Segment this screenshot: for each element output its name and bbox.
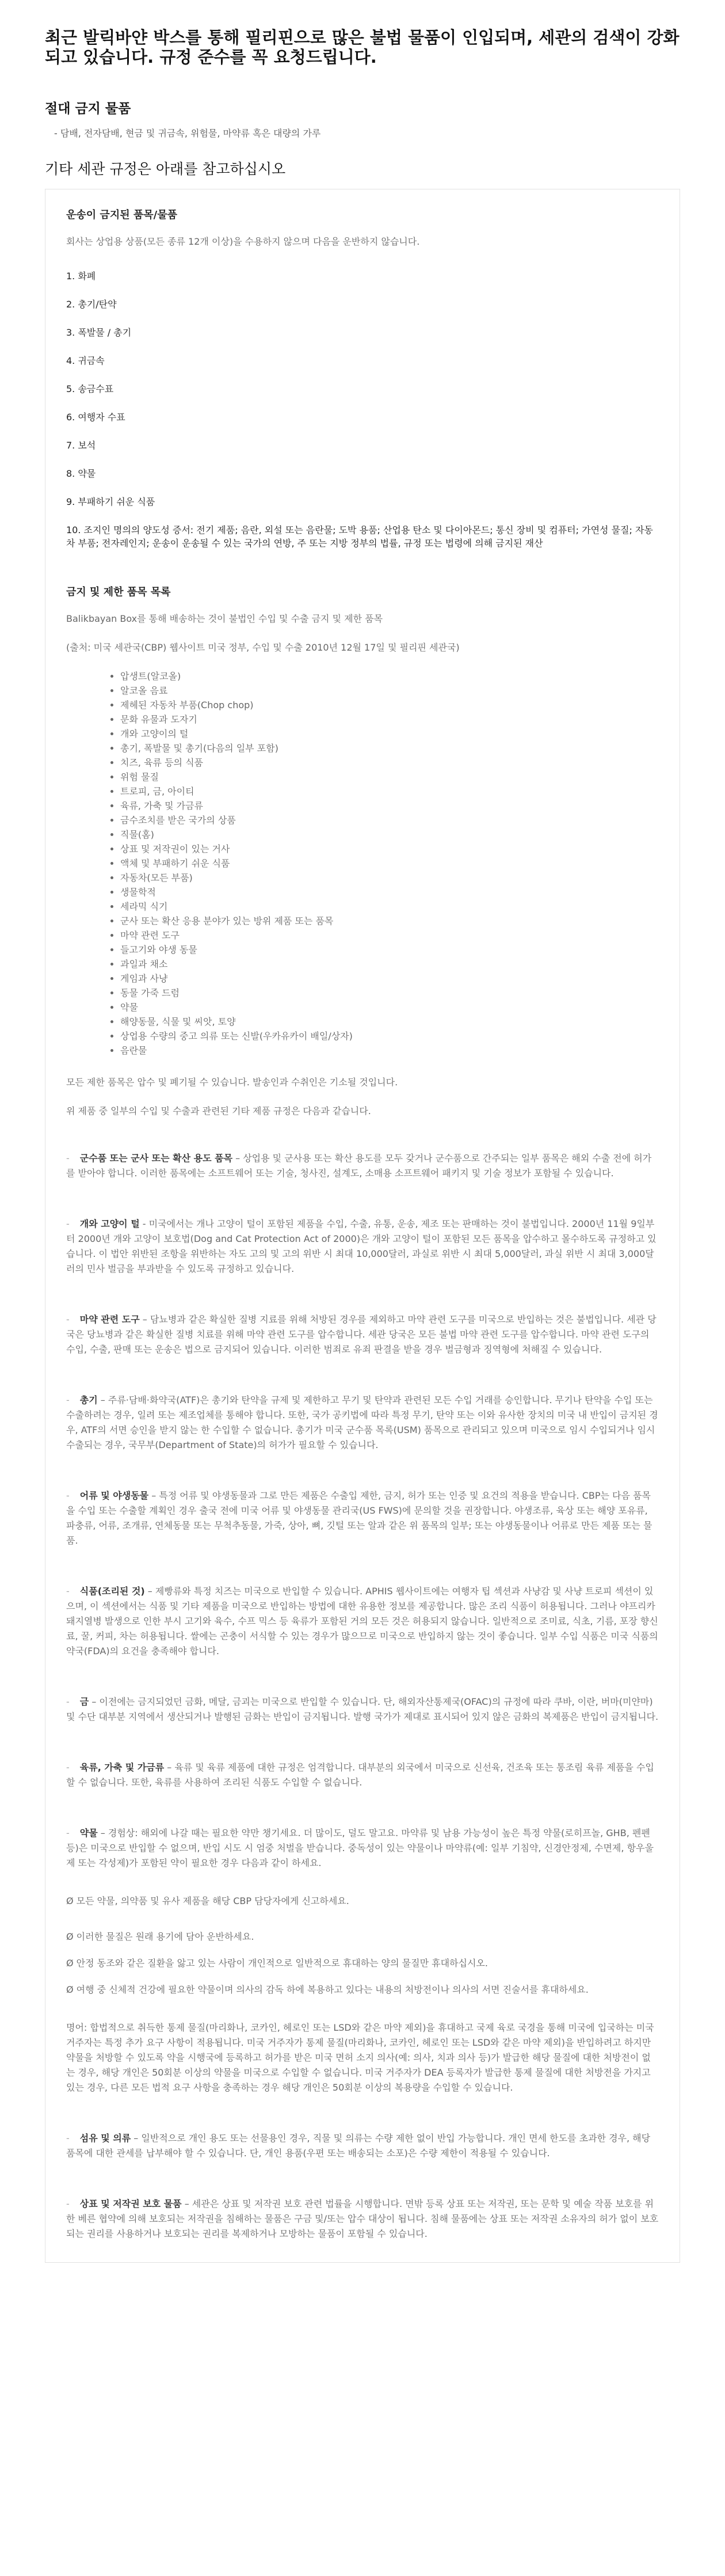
list-item: • 트로피, 금, 아이티	[120, 784, 659, 799]
restricted-list	[66, 669, 659, 1058]
customs-heading: 기타 세관 규정은 아래를 참고하십시오	[45, 161, 286, 177]
category-paragraph	[66, 1488, 659, 1548]
category-head: 식품(조리된 것)	[79, 1586, 145, 1597]
medication-note: Ø 이러한 물질은 원래 용기에 담아 운반하세요.	[66, 1931, 254, 1942]
absolute-ban-title: 절대 금지 물품	[45, 101, 131, 116]
category-paragraph	[66, 1826, 659, 1871]
list-item: • 액체 및 부패하기 쉬운 식품	[120, 856, 659, 871]
list-item: • 군사 또는 확산 응용 분야가 있는 방위 제품 또는 품목	[120, 914, 659, 928]
category-head: 섬유 및 의류	[79, 2133, 131, 2144]
category-paragraph	[66, 1694, 659, 1724]
category-paragraph	[66, 2131, 659, 2161]
import-section-title: 운송이 금지된 품목/물품	[66, 209, 177, 221]
category-text: – 특정 어류 및 야생동물과 그로 만든 제품은 수출입 제한, 금지, 허가 또는 인증 및 요건의 적용을 받습니다. CBP는 다음 품목을 수입 또는 수출할 계획인 경우 출국 전에 미국 어류 및 야생동물 관리국(US FWS)에 문의할 것을 권장합니다. 야생조류, 육상 또는 해양 포유류, 파충류, 어류, 조개류, 연체동물 또는 무척추동물, 가죽, 상아, 뼈, 깃털 또는 알과 같은 위 품목의 일부; 또는 야생동물이나 어류로 만든 제품 또는 물품.	[66, 1490, 652, 1546]
category-paragraph	[66, 1151, 659, 1181]
list-item: • 세라믹 식기	[120, 899, 659, 914]
category-head: 개와 고양이 털	[79, 1218, 140, 1229]
restricted-source: (출처: 미국 세관국(CBP) 웹사이트 미국 정부, 수입 및 수출 2010년 12월 17일 및 필리핀 세관국)	[66, 642, 460, 653]
list-item: • 문화 유물과 도자기	[120, 712, 659, 727]
category-text: – 상업용 및 군사용 또는 확산 용도를 모두 갖거나 군수품으로 간주되는 일부 품목은 해외 수출 전에 허가를 받아야 합니다. 이러한 품목에는 소프트웨어 또는 기술, 청사진, 설계도, 소매용 소프트웨어 패키지 및 기술 정보가 포함될 수 있습니다.	[66, 1153, 652, 1179]
category-text: - 미국에서는 개나 고양이 털이 포함된 제품을 수입, 수출, 유통, 운송, 제조 또는 판매하는 것이 불법입니다. 2000년 11월 9일부터 2000년 개와 고양이 보호법(Dog and Cat Protection Act of 2000)은 개와 고양이 털이 포함된 모든 품목을 압수하고 몰수하도록 규정하고 있습니다. 이 법안 위반된 조항을 위반하는 자도 고의 및 고의 위반 시 최대 10,000달러, 과실로 위반 시 최대 5,000달러, 과실 위반 시 최대 3,000달러의 민사 벌금을 부과받을 수 있도록 규정하고 있습니다.	[66, 1218, 657, 1274]
dash-marker: -	[66, 2133, 70, 2144]
list-item: • 들고기와 야생 동물	[120, 943, 659, 957]
category-text: – 제빵류와 특정 치즈는 미국으로 반입할 수 있습니다. APHIS 웹사이트에는 여행자 팁 섹션과 사냥감 및 사냥 트로피 섹션이 있으며, 이 섹션에서는 식품 및 기타 제품을 미국으로 반입하는 방법에 대한 유용한 정보를 제공합니다. 많은 조리 식품이 허용됩니다. 그러나 야프리카 돼지열병 발생으로 인한 부시 고기와 육수, 수프 믹스 등 육류가 포함된 거의 모든 것은 허용되지 않습니다. 일반적으로 조미료, 식초, 기름, 포장 향신료, 꿀, 커피, 차는 허용됩니다. 쌀에는 곤충이 서식할 수 있는 경우가 많으므로 미국으로 반입하지 않는 것이 좋습니다. 일부 수입 식품은 미국 식품의약국(FDA)의 요건을 충족해야 합니다.	[66, 1586, 658, 1656]
category-paragraph	[66, 1217, 659, 1276]
list-item: • 총기, 폭발물 및 총기(다음의 일부 포함)	[120, 741, 659, 755]
category-text: – 주류·담배·화약국(ATF)은 총기와 탄약을 규제 및 제한하고 무기 및 탄약과 관련된 모든 수입 거래를 승인합니다. 무기나 탄약을 수입 또는 수출하려는 경우, 일려 또는 제조업체를 통해야 합니다. 또한, 국가 공키법에 따라 특정 무기, 탄약 또는 이와 유사한 장치의 미국 내 반입이 금지된 경우, ATF의 서면 승인을 받지 않는 한 수입할 수 없습니다. 총기가 미국 군수품 목록(USM) 품목으로 관리되고 있으며 미국으로 임시 수입되거나 임시 수출되는 경우, 국무부(Department of State)의 허가가 필요할 수 있습니다.	[66, 1395, 658, 1450]
numbered-item: 5. 송금수표	[66, 383, 114, 394]
numbered-item: 9. 부패하기 쉬운 식품	[66, 496, 155, 507]
category-head: 어류 및 야생동물	[79, 1490, 149, 1501]
restricted-after-2: 위 제품 중 일부의 수입 및 수출과 관련된 기타 제품 규정은 다음과 같습니다.	[66, 1105, 371, 1116]
list-item: • 제헤된 자동차 부품(Chop chop)	[120, 698, 659, 712]
category-text: – 일반적으로 개인 용도 또는 선물용인 경우, 직물 및 의류는 수량 제한 없이 반입 가능합니다. 개인 면세 한도를 초과한 경우, 해당 품목에 대한 관세를 납부해야 할 수 있습니다. 단, 개인 용품(우편 또는 배송되는 소포)은 수량 제한이 적용될 수 있습니다.	[66, 2133, 651, 2159]
dash-marker: -	[66, 1696, 70, 1707]
category-head: 금	[79, 1696, 89, 1707]
numbered-item: 3. 폭발물 / 총기	[66, 327, 132, 338]
dash-marker: -	[66, 1762, 70, 1773]
list-item: • 약물	[120, 1000, 659, 1015]
list-item: • 게임과 사냥	[120, 971, 659, 986]
medication-note: Ø 안정 동조와 같은 질환을 앓고 있는 사람이 개인적으로 일반적으로 휴대하는 양의 물질만 휴대하십시오.	[66, 1958, 488, 1969]
list-item: • 개와 고양이의 털	[120, 727, 659, 741]
list-item: • 상표 및 저작권이 있는 거사	[120, 842, 659, 856]
numbered-item: 2. 총기/탄약	[66, 299, 117, 310]
category-text: – 담뇨병과 같은 확실한 질병 지료를 위해 처방된 경우를 제외하고 마약 관련 도구를 미국으로 반입하는 것은 불법입니다. 세관 당국은 당뇨병과 같은 확실한 질병 치료를 위해 마약 관련 도구를 압수합니다. 세관 당국은 모든 불법 마약 관련 도구를 압수합니다. 마약 관련 도구의 수입, 수출, 판매 또는 운송은 법으로 금지되어 있습니다. 이러한 범죄로 유죄 판결을 받을 경우 벌금형과 징역형에 처해질 수 있습니다.	[66, 1314, 657, 1355]
list-item: • 위험 물질	[120, 770, 659, 784]
category-head: 육류, 가축 및 가금류	[79, 1762, 165, 1773]
dash-marker: -	[66, 1395, 70, 1405]
list-item: • 압생트(알코올)	[120, 669, 659, 683]
dash-marker: -	[66, 1827, 70, 1838]
restricted-section-title: 금지 및 제한 품목 목록	[66, 586, 171, 598]
list-item: • 해양동물, 식물 및 씨앗, 토양	[120, 1015, 659, 1029]
category-paragraph	[66, 1760, 659, 1790]
category-head: 상표 및 저작권 보호 물품	[79, 2198, 182, 2209]
category-head: 마약 관련 도구	[79, 1314, 140, 1325]
dash-marker: -	[66, 1153, 70, 1164]
category-paragraph	[66, 2197, 659, 2241]
list-item: • 금수조치를 받은 국가의 상품	[120, 813, 659, 827]
category-paragraph	[66, 1393, 659, 1453]
restricted-after-1: 모든 제한 품목은 압수 및 폐기될 수 있습니다. 발송인과 수취인은 기소될 것입니다.	[66, 1077, 398, 1088]
numbered-item: 1. 화폐	[66, 271, 96, 282]
import-section-lead: 회사는 상업용 상품(모든 종류 12개 이상)을 수용하지 않으며 다음을 운반하지 않습니다.	[66, 236, 420, 247]
category-head: 총기	[79, 1395, 98, 1405]
dash-marker: -	[66, 1490, 70, 1501]
category-text: – 경험상: 해외에 나갈 때는 필요한 약만 챙기세요. 더 많이도, 덜도 말고요. 마약류 및 남용 가능성이 높은 특정 약물(로히프놀, GHB, 펜펜 등)은 미국으로 반입할 수 없으며, 반입 시도 시 엄중 처벌을 받습니다. 중독성이 있는 약물이나 마약류(예: 일부 기침약, 신경안정제, 수면제, 항우울제 또는 각성제)가 포함된 약이 필요한 경우 다음과 같이 하세요.	[66, 1827, 654, 1868]
regulations-box	[45, 189, 680, 2263]
list-item: • 생물학적	[120, 885, 659, 899]
numbered-item: 8. 약물	[66, 468, 96, 479]
list-item: • 마약 관련 도구	[120, 928, 659, 943]
list-item: • 육류, 가축 및 가금류	[120, 799, 659, 813]
list-item: • 동물 가죽 드럼	[120, 986, 659, 1000]
numbered-item: 10. 조지인 명의의 양도성 증서: 전기 제품; 음란, 외설 또는 음란물; 도박 용품; 산업용 탄소 및 다이아몬드; 통신 장비 및 컴퓨터; 가연성 물질; 자동차 부품; 전자레인지; 운송이 운송될 수 있는 국가의 연방, 주 또는 지방 정부의 법률, 규정 또는 법령에 의해 금지된 재산	[66, 525, 653, 549]
category-paragraph	[66, 1584, 659, 1659]
medication-note: Ø 여행 중 신체적 건강에 필요한 약물이며 의사의 감독 하에 복용하고 있다는 내용의 처방전이나 의사의 서면 진술서를 휴대하세요.	[66, 1984, 589, 1995]
list-item: • 음란물	[120, 1043, 659, 1058]
dash-marker: -	[66, 1586, 70, 1597]
numbered-item: 6. 여행자 수표	[66, 412, 125, 423]
list-item: • 치즈, 육류 등의 식품	[120, 755, 659, 770]
numbered-item: 7. 보석	[66, 440, 96, 451]
dash-marker: -	[66, 2198, 70, 2209]
category-text: – 세관은 상표 및 저작권 보호 관련 법률을 시행합니다. 면밖 등록 상표 또는 저작권, 또는 문학 및 예술 작품 보호를 위한 베른 협약에 의해 보호되는 저작권을 침해하는 물품은 구금 및/또는 압수 대상이 됩니다. 침해 물품에는 상표 또는 저작권 소유자의 허가 없이 보호되는 권리를 사용하거나 보호되는 권리를 복제하거나 모방하는 물품이 포함될 수 있습니다.	[66, 2198, 659, 2239]
restricted-intro: Balikbayan Box를 통해 배송하는 것이 불법인 수입 및 수출 금지 및 제한 품목	[66, 613, 383, 624]
absolute-ban-items: - 담배, 전자담배, 현금 및 귀금속, 위험물, 마약류 혹은 대량의 가루	[54, 128, 321, 139]
list-item: • 자동차(모든 부품)	[120, 871, 659, 885]
numbered-item: 4. 귀금속	[66, 355, 105, 366]
dash-marker: -	[66, 1218, 70, 1229]
dash-marker: -	[66, 1314, 70, 1325]
category-head: 약물	[79, 1827, 98, 1838]
category-text: – 육류 및 육류 제품에 대한 규정은 엄격합니다. 대부분의 외국에서 미국으로 신선육, 건조육 또는 통조림 육류 제품을 수입할 수 없습니다. 또한, 육류를 사용하여 조리된 식품도 수입할 수 없습니다.	[66, 1762, 654, 1788]
list-item: • 과일과 채소	[120, 957, 659, 971]
category-text: – 이전에는 금지되었던 금화, 메달, 금괴는 미국으로 반입할 수 있습니다. 단, 해외자산통제국(OFAC)의 규정에 따라 쿠바, 이란, 버마(미얀마) 및 수단 대부분 지역에서 생산되거나 발행된 금화는 반입이 금지됩니다. 발행 국가가 제대로 표시되어 있지 않은 금화의 복제품은 반입이 금지됩니다.	[66, 1696, 659, 1722]
list-item: • 상업용 수량의 중고 의류 또는 신발(우카유카이 배일/상자)	[120, 1029, 659, 1043]
notice-banner: 최근 발릭바얀 박스를 통해 필리핀으로 많은 불법 물품이 인입되며, 세관의 검색이 강화되고 있습니다. 규정 준수를 꼭 요청드립니다.	[45, 28, 680, 67]
list-item: • 알코올 음료	[120, 683, 659, 698]
medication-paragraph: 명어: 합법적으로 취득한 통제 물질(마리화나, 코카인, 헤로인 또는 LSD와 같은 마약 제외)을 휴대하고 국제 육로 국경을 통해 미국에 입국하는 미국 거주자는 특정 추가 요구 사항이 적용됩니다. 미국 거주자가 통제 물질(마리화나, 코카인, 헤로인 또는 LSD와 같은 마약 제외)을 반입하려고 하지만 약물을 처방할 수 있도록 약을 시행국에 등록하고 허가를 받은 미국 면허 소지 의사(예: 의사, 치과 의사 등)가 발급한 해당 물질에 대한 처방전이 없는 경우, 해당 개인은 50회분 이상의 약물을 미국으로 수입할 수 없습니다. 미국 거주자가 DEA 등록자가 발급한 통제 물질에 대한 처방전을 가지고 있는 경우, 다른 모든 법적 요구 사항을 충족하는 경우 해당 개인은 50회분 이상의 복용량을 수입할 수 있습니다.	[66, 2022, 654, 2093]
category-head: 군수품 또는 군사 또는 확산 용도 품목	[79, 1153, 233, 1164]
medication-note: Ø 모든 약물, 의약품 및 유사 제품을 해당 CBP 담당자에게 신고하세요.	[66, 1895, 349, 1906]
category-paragraph	[66, 1312, 659, 1357]
list-item: • 직물(홈)	[120, 827, 659, 842]
